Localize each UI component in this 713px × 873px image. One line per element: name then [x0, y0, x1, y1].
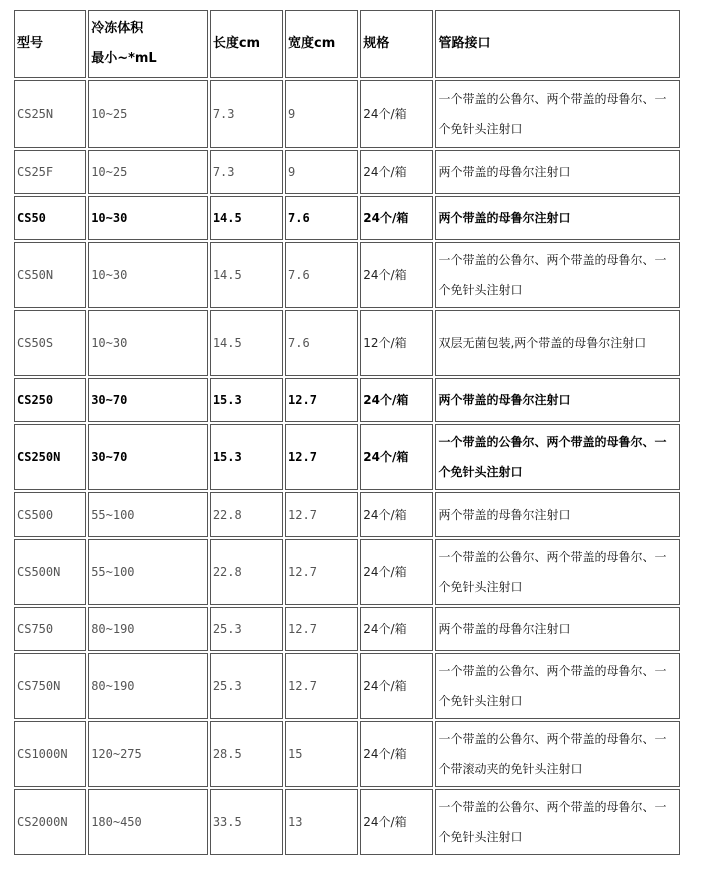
cell-spec: 24个/箱	[360, 539, 433, 605]
cell-width: 9	[285, 80, 358, 148]
table-row	[14, 492, 680, 537]
cell-port: 一个带盖的公鲁尔、两个带盖的母鲁尔、一个免针头注射口	[435, 242, 680, 308]
cell-spec: 24个/箱	[360, 80, 433, 148]
cell-spec: 12个/箱	[360, 310, 433, 376]
table-row	[14, 378, 680, 422]
table-row	[14, 150, 680, 194]
cell-port: 一个带盖的公鲁尔、两个带盖的母鲁尔、一个免针头注射口	[435, 80, 680, 148]
table-row	[14, 721, 680, 787]
cell-model: CS750	[14, 607, 86, 651]
cell-spec: 24个/箱	[360, 150, 433, 194]
cell-port: 一个带盖的公鲁尔、两个带盖的母鲁尔、一个带滚动夹的免针头注射口	[435, 721, 680, 787]
cell-volume: 10~30	[88, 242, 208, 308]
table-row	[14, 242, 680, 308]
cell-width: 7.6	[285, 310, 358, 376]
cell-length: 14.5	[210, 196, 283, 240]
cell-volume: 55~100	[88, 492, 208, 537]
cell-length: 7.3	[210, 80, 283, 148]
cell-width: 15	[285, 721, 358, 787]
cell-port: 两个带盖的母鲁尔注射口	[435, 492, 680, 537]
cell-model: CS750N	[14, 653, 86, 719]
cell-length: 15.3	[210, 378, 283, 422]
cell-width: 12.7	[285, 539, 358, 605]
cell-model: CS500N	[14, 539, 86, 605]
product-spec-table	[12, 8, 682, 857]
cell-port: 两个带盖的母鲁尔注射口	[435, 150, 680, 194]
header-width: 宽度cm	[285, 10, 358, 78]
cell-spec: 24个/箱	[360, 492, 433, 537]
cell-port: 一个带盖的公鲁尔、两个带盖的母鲁尔、一个免针头注射口	[435, 424, 680, 490]
table-row	[14, 80, 680, 148]
cell-volume: 80~190	[88, 653, 208, 719]
table-row	[14, 196, 680, 240]
header-volume-line1: 冷冻体积	[91, 21, 144, 36]
cell-spec: 24个/箱	[360, 196, 433, 240]
cell-model: CS2000N	[14, 789, 86, 855]
cell-length: 14.5	[210, 310, 283, 376]
cell-model: CS500	[14, 492, 86, 537]
cell-volume: 30~70	[88, 378, 208, 422]
cell-width: 13	[285, 789, 358, 855]
cell-width: 12.7	[285, 607, 358, 651]
cell-volume: 10~25	[88, 150, 208, 194]
cell-model: CS50	[14, 196, 86, 240]
cell-spec: 24个/箱	[360, 378, 433, 422]
cell-port: 两个带盖的母鲁尔注射口	[435, 607, 680, 651]
cell-length: 22.8	[210, 539, 283, 605]
cell-volume: 10~30	[88, 310, 208, 376]
cell-length: 7.3	[210, 150, 283, 194]
cell-width: 12.7	[285, 424, 358, 490]
table-row	[14, 607, 680, 651]
cell-spec: 24个/箱	[360, 607, 433, 651]
cell-spec: 24个/箱	[360, 242, 433, 308]
cell-width: 7.6	[285, 242, 358, 308]
cell-spec: 24个/箱	[360, 721, 433, 787]
cell-model: CS25N	[14, 80, 86, 148]
cell-spec: 24个/箱	[360, 653, 433, 719]
cell-model: CS1000N	[14, 721, 86, 787]
table-row	[14, 424, 680, 490]
cell-volume: 80~190	[88, 607, 208, 651]
cell-width: 9	[285, 150, 358, 194]
header-port: 管路接口	[435, 10, 680, 78]
cell-length: 14.5	[210, 242, 283, 308]
cell-volume: 55~100	[88, 539, 208, 605]
cell-length: 28.5	[210, 721, 283, 787]
cell-volume: 30~70	[88, 424, 208, 490]
table-row	[14, 310, 680, 376]
cell-length: 15.3	[210, 424, 283, 490]
header-volume-line2: 最小~*mL	[91, 51, 157, 66]
cell-model: CS50S	[14, 310, 86, 376]
cell-port: 两个带盖的母鲁尔注射口	[435, 196, 680, 240]
cell-width: 12.7	[285, 378, 358, 422]
cell-model: CS250	[14, 378, 86, 422]
cell-model: CS50N	[14, 242, 86, 308]
cell-length: 33.5	[210, 789, 283, 855]
cell-width: 12.7	[285, 653, 358, 719]
cell-length: 22.8	[210, 492, 283, 537]
cell-volume: 10~30	[88, 196, 208, 240]
header-length: 长度cm	[210, 10, 283, 78]
cell-volume: 180~450	[88, 789, 208, 855]
cell-volume: 10~25	[88, 80, 208, 148]
cell-length: 25.3	[210, 653, 283, 719]
cell-port: 一个带盖的公鲁尔、两个带盖的母鲁尔、一个免针头注射口	[435, 789, 680, 855]
cell-model: CS25F	[14, 150, 86, 194]
cell-port: 双层无菌包装,两个带盖的母鲁尔注射口	[435, 310, 680, 376]
header-volume	[88, 10, 208, 78]
table-row	[14, 653, 680, 719]
cell-width: 7.6	[285, 196, 358, 240]
cell-port: 两个带盖的母鲁尔注射口	[435, 378, 680, 422]
cell-port: 一个带盖的公鲁尔、两个带盖的母鲁尔、一个免针头注射口	[435, 539, 680, 605]
cell-volume: 120~275	[88, 721, 208, 787]
table-row	[14, 789, 680, 855]
cell-spec: 24个/箱	[360, 424, 433, 490]
cell-length: 25.3	[210, 607, 283, 651]
cell-port: 一个带盖的公鲁尔、两个带盖的母鲁尔、一个免针头注射口	[435, 653, 680, 719]
table-row	[14, 539, 680, 605]
cell-model: CS250N	[14, 424, 86, 490]
cell-width: 12.7	[285, 492, 358, 537]
cell-spec: 24个/箱	[360, 789, 433, 855]
header-model: 型号	[14, 10, 86, 78]
header-spec: 规格	[360, 10, 433, 78]
table-header-row	[14, 10, 680, 78]
